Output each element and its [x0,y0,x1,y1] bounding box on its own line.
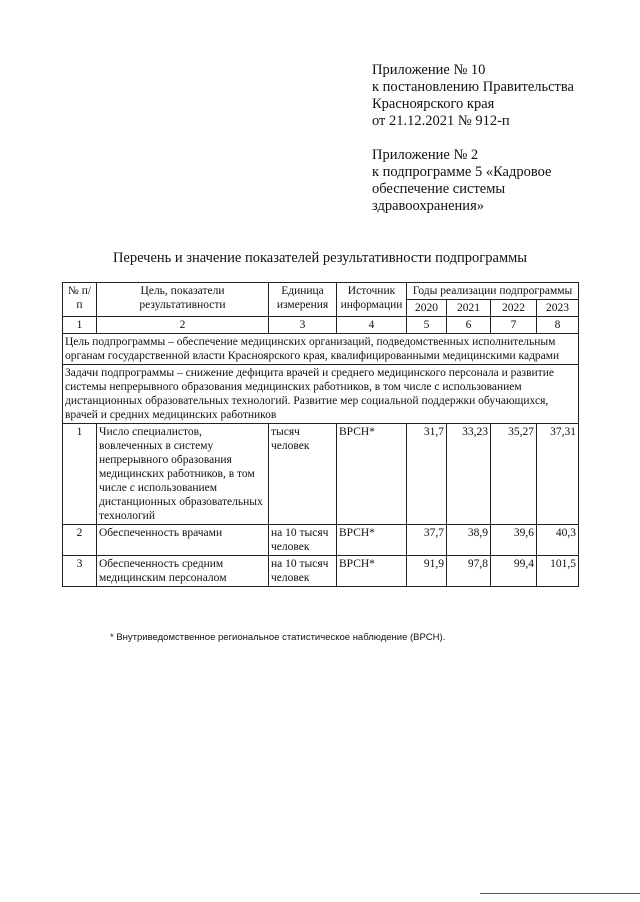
row-value: 33,23 [447,424,491,525]
column-number: 8 [537,317,579,334]
column-number: 3 [269,317,337,334]
header-year: 2020 [407,300,447,317]
row-value: 99,4 [491,556,537,587]
row-indicator: Обеспеченность врачами [97,525,269,556]
column-number: 4 [337,317,407,334]
row-unit: на 10 тысяч человек [269,525,337,556]
annex-subheader [372,147,551,215]
goal-text: Цель подпрограммы – обеспечение медицинских организаций, подведомственных исполнительным органам государственной власти Красноярского края, квалифицированными медицинскими кадрами [63,334,579,365]
header-years-group: Годы реализации подпрограммы [407,283,579,300]
bottom-rule [480,893,640,894]
row-value: 97,8 [447,556,491,587]
row-value: 38,9 [447,525,491,556]
header-unit: Единица измерения [269,283,337,317]
document-title: Перечень и значение показателей результативности подпрограммы [112,250,528,266]
row-value: 37,31 [537,424,579,525]
annex-line: к подпрограмме 5 «Кадровое [372,164,552,180]
annex-line: Приложение № 2 [372,147,479,163]
header-year: 2021 [447,300,491,317]
table-row [63,525,579,556]
column-number: 2 [97,317,269,334]
row-num: 2 [63,525,97,556]
tasks-text: Задачи подпрограммы – снижение дефицита врачей и среднего медицинского персонала и развитие системы непрерывного образования медицинских работников, в том числе с использованием дистанционных образовательных технологий. Развитие мер социальной поддержки обучающихся, врачей и средних медицинских работников [63,365,579,424]
row-source: ВРСН* [337,525,407,556]
column-number-row [63,317,579,334]
annex-header [372,62,574,130]
column-number: 6 [447,317,491,334]
header-goal: Цель, показатели результативности [97,283,269,317]
row-indicator: Число специалистов, вовлеченных в систему непрерывного образования медицинских работников, в том числе с использованием дистанционных образовательных технологий [97,424,269,525]
indicators-table [62,282,579,587]
row-unit: тысяч человек [269,424,337,525]
table-row [63,556,579,587]
row-value: 39,6 [491,525,537,556]
row-indicator: Обеспеченность средним медицинским персоналом [97,556,269,587]
row-value: 31,7 [407,424,447,525]
row-source: ВРСН* [337,424,407,525]
row-value: 37,7 [407,525,447,556]
column-number: 7 [491,317,537,334]
annex-line: Красноярского края [372,96,495,112]
table-header-row [63,283,579,300]
tasks-row [63,365,579,424]
annex-line: обеспечение системы [372,181,506,197]
annex-line: от 21.12.2021 № 912-п [372,113,510,129]
row-num: 1 [63,424,97,525]
table-row [63,424,579,525]
column-number: 5 [407,317,447,334]
row-value: 101,5 [537,556,579,587]
row-value: 40,3 [537,525,579,556]
header-source: Источник информации [337,283,407,317]
header-year: 2023 [537,300,579,317]
row-source: ВРСН* [337,556,407,587]
annex-line: здравоохранения» [372,198,484,214]
row-num: 3 [63,556,97,587]
row-unit: на 10 тысяч человек [269,556,337,587]
goal-row [63,334,579,365]
footnote: * Внутриведомственное региональное статистическое наблюдение (ВРСН). [110,632,446,643]
row-value: 91,9 [407,556,447,587]
annex-line: Приложение № 10 [372,62,486,78]
header-year: 2022 [491,300,537,317]
column-number: 1 [63,317,97,334]
header-num: № п/п [63,283,97,317]
row-value: 35,27 [491,424,537,525]
annex-line: к постановлению Правительства [372,79,574,95]
